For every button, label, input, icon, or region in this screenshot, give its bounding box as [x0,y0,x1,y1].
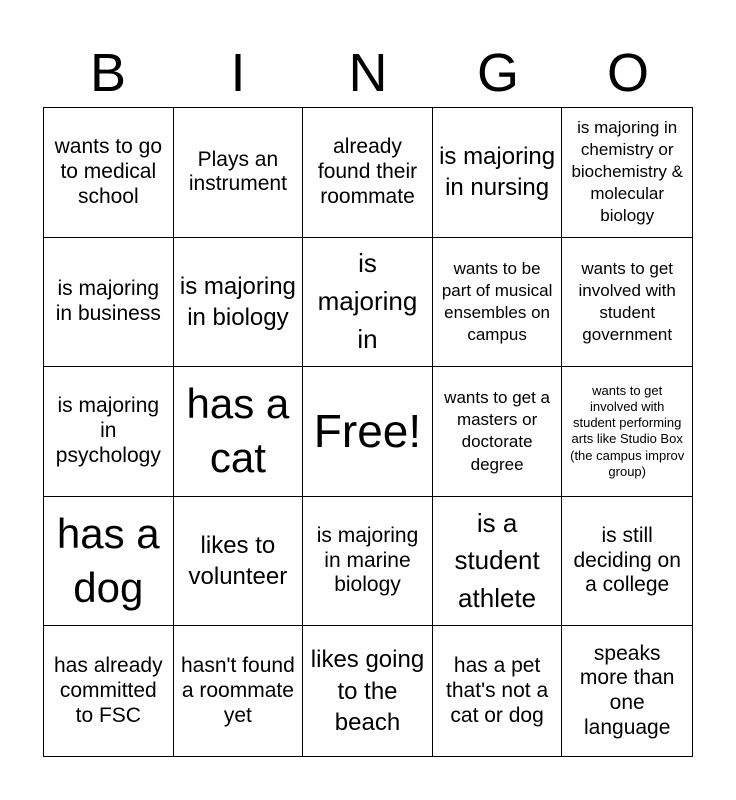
cell-text: wants to get involved with student government [578,258,676,344]
bingo-cell[interactable] [433,238,563,368]
bingo-cell[interactable] [303,108,433,238]
bingo-cell[interactable] [433,367,563,497]
header-letter-g: G [476,43,519,103]
bingo-cell[interactable] [174,238,304,368]
bingo-cell[interactable] [174,108,304,238]
cell-text: Plays an instrument [188,147,287,196]
bingo-cell[interactable] [562,367,692,497]
cell-text: Free! [313,405,422,458]
cell-text: is majoring in psychology [55,394,161,467]
bingo-cell[interactable] [562,497,692,627]
cell-text: speaks more than one language [579,641,675,739]
bingo-cell[interactable] [562,238,692,368]
bingo-cell[interactable] [303,626,433,756]
bingo-cell[interactable] [174,367,304,497]
cell-text: has already committed to FSC [54,654,163,727]
free-space[interactable] [303,367,433,497]
cell-text: is a student athlete [454,507,540,613]
cell-text: has a dog [56,509,160,612]
bingo-cell[interactable] [44,238,174,368]
bingo-cell[interactable] [562,108,692,238]
cell-text: is still deciding on a college [573,523,681,597]
bingo-cell[interactable] [433,626,563,756]
bingo-board [43,107,693,757]
cell-text: wants to get involved with student performing arts like Studio Box (the campus improv group) [570,382,685,479]
cell-text: is majoring in [317,248,418,354]
header-letter-n: N [348,43,388,103]
bingo-cell[interactable] [433,497,563,627]
cell-text: has a cat [186,379,290,482]
cell-text: is majoring in chemistry or biochemistry & molecular biology [571,118,683,226]
header-letter-i: I [230,43,246,103]
header-letter-b: B [89,43,127,103]
cell-text: already found their roommate [317,135,418,208]
bingo-cell[interactable] [44,367,174,497]
bingo-cell[interactable] [433,108,563,238]
bingo-header [43,40,693,106]
bingo-cell[interactable] [44,497,174,627]
cell-text: hasn't found a roommate yet [181,654,295,727]
cell-text: likes to volunteer [188,531,288,591]
bingo-cell[interactable] [303,238,433,368]
cell-text: has a pet that's not a cat or dog [446,654,549,727]
bingo-cell[interactable] [562,626,692,756]
cell-text: is majoring in marine biology [316,523,419,597]
bingo-cell[interactable] [44,108,174,238]
cell-text: is majoring in biology [179,272,296,331]
header-letter-o: O [606,43,649,103]
cell-text: is majoring in business [55,277,161,325]
cell-text: wants to be part of musical ensembles on campus [441,258,553,344]
cell-text: wants to get a masters or doctorate degree [444,388,551,474]
bingo-cell[interactable] [44,626,174,756]
bingo-cell[interactable] [303,497,433,627]
cell-text: is majoring in nursing [439,143,556,202]
cell-text: wants to go to medical school [54,135,162,208]
bingo-cell[interactable] [174,497,304,627]
bingo-cell[interactable] [174,626,304,756]
cell-text: likes going to the beach [310,646,425,736]
